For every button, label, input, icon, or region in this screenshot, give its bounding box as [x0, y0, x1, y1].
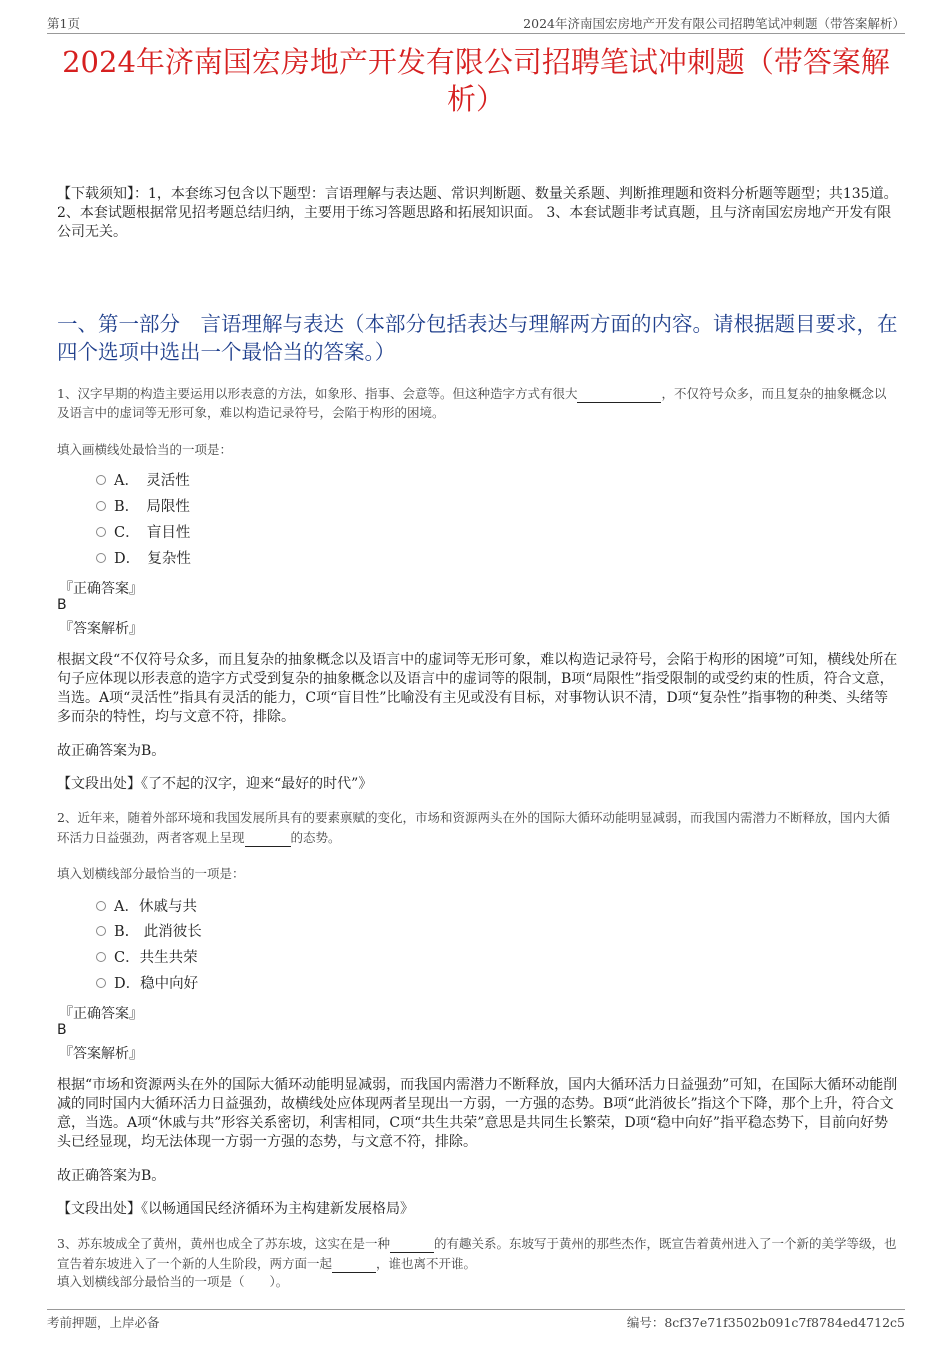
question-1-answer: B — [57, 597, 67, 613]
question-2-stem — [57, 808, 898, 847]
question-1-option-c[interactable]: C． 盲目性 — [96, 523, 190, 543]
question-1-prompt: 填入画横线处最恰当的一项是： — [57, 442, 233, 457]
footer-slogan: 考前押题，上岸必备 — [47, 1315, 160, 1330]
page-footer — [47, 1313, 905, 1329]
page-header — [47, 14, 905, 30]
question-2-conclusion: 故正确答案为B。 — [57, 1168, 166, 1184]
answer-blank — [245, 827, 291, 847]
question-2-stem-post: 的态势。 — [290, 830, 341, 845]
answer-blank — [390, 1233, 434, 1253]
footer-serial: 编号：8cf37e71f3502b091c7f8784ed4712c5 — [626, 1315, 905, 1330]
question-1-stem — [57, 383, 898, 422]
header-divider — [47, 33, 905, 34]
radio-icon[interactable] — [96, 952, 106, 962]
correct-answer-label: 『正确答案』 — [59, 581, 143, 597]
radio-icon[interactable] — [96, 501, 106, 511]
question-1-source: 【文段出处】《了不起的汉字，迎来“最好的时代”》 — [57, 776, 373, 792]
question-3-stem-a: 3、苏东坡成全了黄州，黄州也成全了苏东坡，这实在是一种 — [57, 1236, 390, 1251]
question-2-prompt: 填入划横线部分最恰当的一项是： — [57, 866, 245, 881]
radio-icon[interactable] — [96, 901, 106, 911]
page-number: 第1页 — [47, 16, 80, 31]
analysis-label: 『答案解析』 — [59, 1046, 143, 1062]
footer-divider — [47, 1309, 905, 1310]
header-doc-title: 2024年济南国宏房地产开发有限公司招聘笔试冲刺题（带答案解析） — [523, 16, 905, 31]
radio-icon[interactable] — [96, 926, 106, 936]
section-heading: 一、第一部分 言语理解与表达（本部分包括表达与理解两方面的内容。请根据题目要求，在四个选项中选出一个最恰当的答案。） — [57, 312, 898, 364]
answer-blank — [332, 1253, 376, 1273]
question-3-stem — [57, 1233, 898, 1273]
question-3-stem-b: 的有趣关系。东坡写于黄州的那些杰作，既宣告着黄州进入了一个新的美学等级，也宣告着东坡进入了一个新的人生阶段，两方面一起 — [57, 1236, 897, 1271]
question-3-prompt: 填入划横线部分最恰当的一项是（ ）。 — [57, 1274, 289, 1289]
analysis-label: 『答案解析』 — [59, 621, 143, 637]
question-1-explanation: 根据文段“不仅符号众多，而且复杂的抽象概念以及语言中的虚词等无形可象，难以构造记录符号，会陷于构形的困境”可知，横线处所在句子应体现以形表意的造字方式受到复杂的抽象概念以及语言中的虚词等的限制，B项“局限性”指受限制的或受约束的性质，符合文意，当选。A项“灵活性”指具有灵活的能力，C项“盲目性”比喻没有主见或没有目标，对事物认识不清，D项“复杂性”指事物的种类、头绪等多而杂的特性，均与文意不符，排除。 — [57, 652, 898, 725]
question-2-option-d[interactable]: D．稳中向好 — [96, 974, 198, 994]
question-2-source: 【文段出处】《以畅通国民经济循环为主构建新发展格局》 — [57, 1201, 414, 1217]
radio-icon[interactable] — [96, 978, 106, 988]
question-2-stem-pre: 2、近年来，随着外部环境和我国发展所具有的要素禀赋的变化，市场和资源两头在外的国际大循环动能明显减弱，而我国内需潜力不断释放，国内大循环活力日益强劲，两者客观上呈现 — [57, 810, 890, 845]
question-2-option-b[interactable]: B. 此消彼长 — [96, 922, 202, 942]
question-1-option-b[interactable]: B． 局限性 — [96, 497, 190, 517]
question-1-stem-post: ，不仅符号众多，而且复杂的抽象概念以及语言中的虚词等无形可象，难以构造记录符号，会陷于构形的困境。 — [57, 386, 887, 420]
question-1-option-a[interactable]: A． 灵活性 — [96, 471, 190, 491]
question-2-answer: B — [57, 1022, 67, 1038]
question-2-option-a[interactable]: A．休戚与共 — [96, 897, 197, 917]
answer-blank — [577, 383, 661, 403]
question-3-stem-c: ，谁也离不开谁。 — [376, 1256, 477, 1271]
document-title: 2024年济南国宏房地产开发有限公司招聘笔试冲刺题（带答案解析） — [62, 45, 890, 116]
question-1-option-d[interactable]: D． 复杂性 — [96, 549, 191, 569]
question-1-stem-pre: 1、汉字早期的构造主要运用以形表意的方法，如象形、指事、会意等。但这种造字方式有很大 — [57, 386, 578, 401]
correct-answer-label: 『正确答案』 — [59, 1006, 143, 1022]
download-notice: 【下载须知】：1，本套练习包含以下题型：言语理解与表达题、常识判断题、数量关系题、判断推理题和资料分析题等题型；共135道。 2、本套试题根据常见招考题总结归纳，主要用于练习答题思路和拓展知识面。 3、本套试题非考试真题，且与济南国宏房地产开发有限公司无关。 — [57, 186, 898, 240]
question-2-explanation: 根据“市场和资源两头在外的国际大循环动能明显减弱，而我国内需潜力不断释放，国内大循环活力日益强劲”可知，在国际大循环动能削减的同时国内大循环活力日益强劲，故横线处应体现两者呈现出一方弱，一方强的态势。B项“此消彼长”指这个下降，那个上升，符合文意，当选。A项“休戚与共”形容关系密切，利害相同，C项“共生共荣”意思是共同生长繁荣，D项“稳中向好”指平稳态势下，目前向好势头已经显现，均无法体现一方弱一方强的态势，与文意不符，排除。 — [57, 1077, 898, 1150]
radio-icon[interactable] — [96, 527, 106, 537]
question-1-conclusion: 故正确答案为B。 — [57, 743, 166, 759]
question-2-option-c[interactable]: C．共生共荣 — [96, 948, 198, 968]
radio-icon[interactable] — [96, 553, 106, 563]
radio-icon[interactable] — [96, 475, 106, 485]
